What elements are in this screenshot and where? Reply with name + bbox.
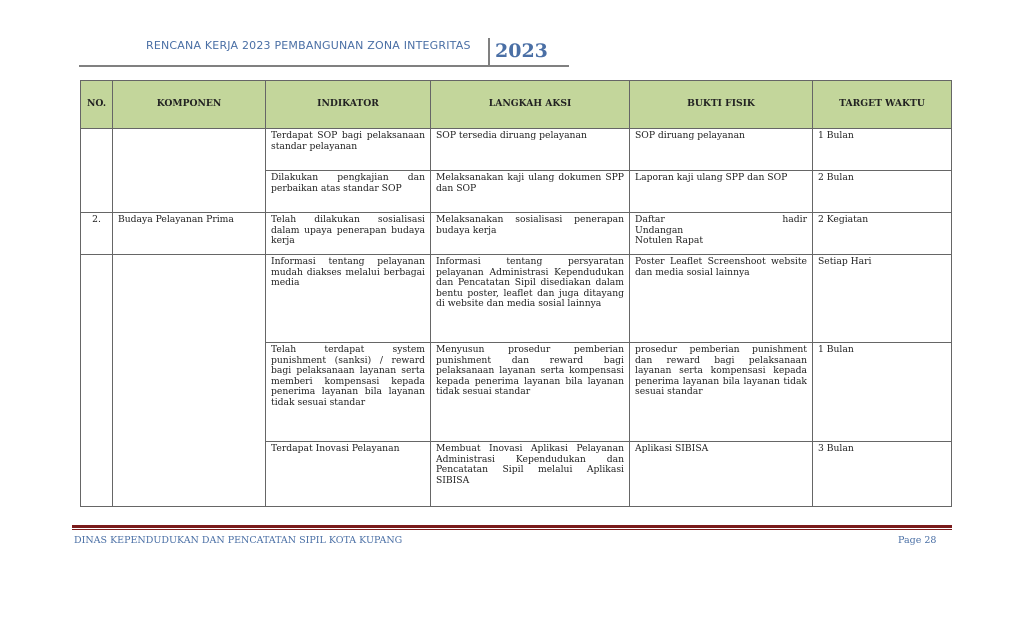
cell-target-waktu: 1 Bulan — [813, 343, 952, 442]
document-header-year: 2023 — [495, 40, 548, 62]
footer-organization: DINAS KEPENDUDUKAN DAN PENCATATAN SIPIL KOTA KUPANG — [74, 535, 403, 546]
table-header-row — [81, 81, 952, 129]
document-header-title: RENCANA KERJA 2023 PEMBANGUNAN ZONA INTEGRITAS — [146, 39, 471, 52]
header-langkah-aksi: LANGKAH AKSI — [431, 81, 630, 129]
footer-divider-thick — [72, 525, 952, 528]
cell-komponen: Budaya Pelayanan Prima — [113, 213, 266, 255]
cell-langkah-aksi: SOP tersedia diruang pelayanan — [431, 129, 630, 171]
cell-bukti-fisik: Aplikasi SIBISA — [630, 442, 813, 507]
cell-indikator: Terdapat Inovasi Pelayanan — [266, 442, 431, 507]
cell-bukti-fisik: SOP diruang pelayanan — [630, 129, 813, 171]
header-no: NO. — [81, 81, 113, 129]
cell-target-waktu: 2 Bulan — [813, 171, 952, 213]
cell-bukti-fisik: Laporan kaji ulang SPP dan SOP — [630, 171, 813, 213]
table-row — [81, 129, 952, 171]
cell-bukti-fisik — [630, 213, 813, 255]
cell-langkah-aksi: Melaksanakan kaji ulang dokumen SPP dan SOP — [431, 171, 630, 213]
cell-komponen — [113, 255, 266, 507]
footer-divider-thin — [72, 529, 952, 530]
cell-target-waktu: 3 Bulan — [813, 442, 952, 507]
header-bukti-fisik: BUKTI FISIK — [630, 81, 813, 129]
bukti-line: Notulen Rapat — [635, 235, 704, 247]
table-row — [81, 255, 952, 343]
header-divider-horizontal — [79, 65, 569, 67]
header-target-waktu: TARGET WAKTU — [813, 81, 952, 129]
cell-indikator: Telah dilakukan sosialisasi dalam upaya penerapan budaya kerja — [266, 213, 431, 255]
cell-target-waktu: 1 Bulan — [813, 129, 952, 171]
cell-langkah-aksi: Melaksanakan sosialisasi penerapan budaya kerja — [431, 213, 630, 255]
cell-langkah-aksi: Membuat Inovasi Aplikasi Pelayanan Administrasi Kependudukan dan Pencatatan Sipil melalui Aplikasi SIBISA — [431, 442, 630, 507]
cell-target-waktu: Setiap Hari — [813, 255, 952, 343]
cell-indikator: Terdapat SOP bagi pelaksanaan standar pelayanan — [266, 129, 431, 171]
bukti-line: Undangan — [635, 224, 684, 236]
cell-komponen — [113, 129, 266, 213]
cell-no — [81, 129, 113, 213]
cell-bukti-fisik: Poster Leaflet Screenshoot website dan media sosial lainnya — [630, 255, 813, 343]
header-indikator: INDIKATOR — [266, 81, 431, 129]
work-plan-table — [80, 80, 952, 507]
footer-page-number: Page 28 — [898, 535, 937, 546]
table-row — [81, 213, 952, 255]
cell-indikator: Telah terdapat system punishment (sanksi) / reward bagi pelaksanaan layanan serta memberi kompensasi kepada penerima layanan bila layanan tidak sesuai standar — [266, 343, 431, 442]
cell-bukti-fisik: prosedur pemberian punishment dan reward bagi pelaksanaan layanan serta kompensasi kepada penerima layanan bila layanan tidak sesuai standar — [630, 343, 813, 442]
header-komponen: KOMPONEN — [113, 81, 266, 129]
bukti-line: Daftar hadir — [635, 214, 807, 225]
header-divider-vertical — [488, 38, 490, 67]
cell-langkah-aksi: Menyusun prosedur pemberian punishment dan reward bagi pelaksanaan layanan serta kompensasi kepada penerima layanan bila layanan tidak sesuai standar — [431, 343, 630, 442]
cell-no — [81, 255, 113, 507]
cell-no: 2. — [81, 213, 113, 255]
cell-indikator: Dilakukan pengkajian dan perbaikan atas standar SOP — [266, 171, 431, 213]
cell-target-waktu: 2 Kegiatan — [813, 213, 952, 255]
cell-langkah-aksi: Informasi tentang persyaratan pelayanan Administrasi Kependudukan dan Pencatatan Sipil disediakan dalam bentu poster, leaflet dan juga ditayang di website dan media sosial lainnya — [431, 255, 630, 343]
cell-indikator: Informasi tentang pelayanan mudah diakses melalui berbagai media — [266, 255, 431, 343]
